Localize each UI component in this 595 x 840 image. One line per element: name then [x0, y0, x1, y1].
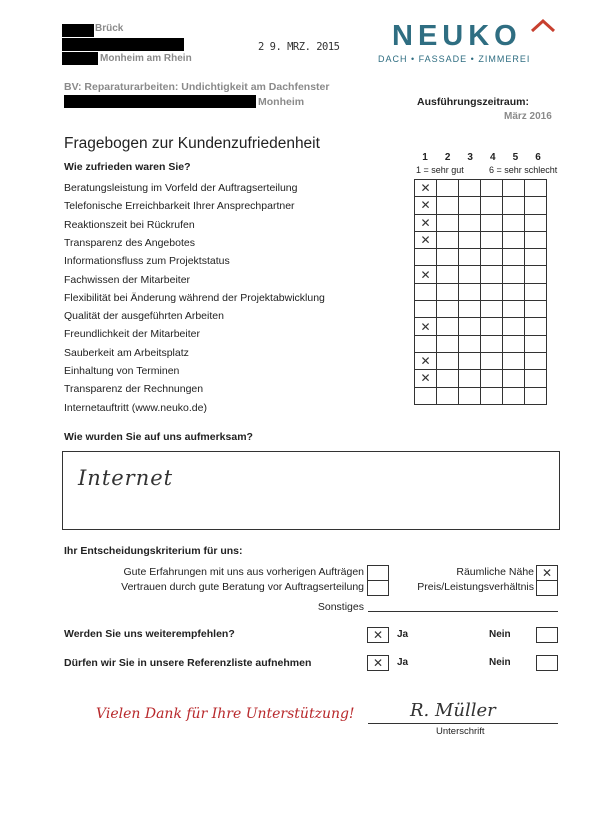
reference-no-label: Nein: [489, 657, 511, 668]
roof-icon: [530, 18, 556, 37]
rating-column-1: 1: [422, 152, 428, 163]
rating-cell[interactable]: [503, 370, 525, 387]
rating-cell[interactable]: [481, 318, 503, 335]
criteria-other-label: Sonstiges: [317, 601, 364, 613]
rating-cell[interactable]: [459, 231, 481, 248]
thanks-text: Vielen Dank für Ihre Unterstützung!: [96, 706, 355, 722]
rating-row: [415, 387, 547, 404]
criteria-proximity-checkbox[interactable]: ✕: [536, 565, 558, 581]
rating-column-6: 6: [535, 152, 541, 163]
rating-cell[interactable]: [481, 370, 503, 387]
rating-cell[interactable]: ✕: [415, 370, 437, 387]
rating-cell[interactable]: [503, 283, 525, 300]
rating-cell[interactable]: [481, 197, 503, 214]
rating-cell[interactable]: [481, 283, 503, 300]
rating-cell[interactable]: [459, 301, 481, 318]
rating-cell[interactable]: [503, 387, 525, 404]
reference-question: Dürfen wir Sie in unsere Referenzliste aufnehmen: [64, 657, 312, 669]
scale-right-label: 6 = sehr schlecht: [489, 165, 558, 175]
rating-cell[interactable]: [503, 266, 525, 283]
rating-cell[interactable]: [481, 180, 503, 197]
rating-cell[interactable]: [415, 335, 437, 352]
rating-cell[interactable]: ✕: [415, 180, 437, 197]
rating-cell[interactable]: [525, 197, 547, 214]
question-label: Informationsfluss zum Projektstatus: [64, 255, 230, 268]
question-label: Reaktionszeit bei Rückrufen: [64, 218, 195, 231]
rating-cell[interactable]: [481, 301, 503, 318]
rating-cell[interactable]: [459, 266, 481, 283]
recommend-no-checkbox[interactable]: [536, 627, 558, 643]
rating-cell[interactable]: [437, 180, 459, 197]
question-label: Sauberkeit am Arbeitsplatz: [64, 346, 189, 359]
rating-cell[interactable]: [481, 231, 503, 248]
rating-cell[interactable]: ✕: [415, 231, 437, 248]
rating-cell[interactable]: [525, 335, 547, 352]
rating-cell[interactable]: [525, 352, 547, 369]
rating-row: [415, 283, 547, 300]
rating-cell[interactable]: [481, 214, 503, 231]
rating-cell[interactable]: [503, 301, 525, 318]
rating-cell[interactable]: [459, 387, 481, 404]
rating-cell[interactable]: [437, 197, 459, 214]
rating-cell[interactable]: [503, 335, 525, 352]
rating-row: [415, 214, 547, 231]
rating-cell[interactable]: [437, 335, 459, 352]
criteria-good-experience-label: Gute Erfahrungen mit uns aus vorherigen Aufträgen: [123, 566, 364, 578]
reference-no-checkbox[interactable]: [536, 655, 558, 671]
rating-cell[interactable]: [437, 266, 459, 283]
question-label: Flexibilität bei Änderung während der Projektabwicklung: [64, 291, 325, 304]
rating-cell[interactable]: [437, 318, 459, 335]
criteria-price-checkbox[interactable]: [536, 580, 558, 596]
rating-cell[interactable]: [459, 352, 481, 369]
rating-cell[interactable]: [503, 231, 525, 248]
customer-city: Monheim am Rhein: [100, 53, 192, 64]
rating-cell[interactable]: [415, 283, 437, 300]
rating-column-3: 3: [467, 152, 473, 163]
question-label: Einhaltung von Terminen: [64, 365, 180, 377]
rating-cell[interactable]: [437, 249, 459, 266]
customer-name-suffix: Brück: [95, 23, 124, 34]
reference-yes-label: Ja: [397, 657, 409, 668]
rating-row: [415, 318, 547, 335]
rating-row: [415, 249, 547, 266]
rating-cell[interactable]: [459, 180, 481, 197]
rating-cell[interactable]: ✕: [415, 214, 437, 231]
rating-cell[interactable]: [525, 266, 547, 283]
rating-row: [415, 197, 547, 214]
rating-cell[interactable]: [525, 318, 547, 335]
rating-row: [415, 370, 547, 387]
rating-cell[interactable]: [459, 197, 481, 214]
rating-column-4: 4: [490, 152, 496, 163]
criteria-trust-label: Vertrauen durch gute Beratung vor Auftragserteilung: [121, 581, 364, 593]
rating-cell[interactable]: [503, 352, 525, 369]
rating-cell[interactable]: [415, 301, 437, 318]
scale-left-label: 1 = sehr gut: [416, 165, 464, 175]
rating-cell[interactable]: ✕: [415, 197, 437, 214]
rating-cell[interactable]: [481, 335, 503, 352]
rating-cell[interactable]: [437, 214, 459, 231]
rating-cell[interactable]: [437, 387, 459, 404]
rating-column-2: 2: [444, 152, 451, 163]
criteria-heading: Ihr Entscheidungskriterium für uns:: [64, 545, 243, 557]
rating-cell[interactable]: [481, 266, 503, 283]
rating-row: [415, 231, 547, 248]
rating-cell[interactable]: [459, 318, 481, 335]
recommend-yes-label: Ja: [397, 629, 409, 640]
rating-cell[interactable]: [437, 352, 459, 369]
rating-row: [415, 266, 547, 283]
rating-cell[interactable]: [437, 231, 459, 248]
source-answer-text: Internet: [78, 466, 174, 490]
rating-grid: [414, 179, 547, 405]
question-label: Qualität der ausgeführten Arbeiten: [64, 310, 224, 323]
recommend-no-label: Nein: [489, 629, 511, 640]
question-label: Freundlichkeit der Mitarbeiter: [64, 328, 200, 341]
redacted-zip: [62, 52, 98, 65]
recommend-yes-checkbox[interactable]: ✕: [367, 627, 389, 643]
rating-cell[interactable]: [415, 249, 437, 266]
rating-cell[interactable]: [459, 214, 481, 231]
question-label: Beratungsleistung im Vorfeld der Auftragserteilung: [64, 182, 298, 194]
reference-yes-checkbox[interactable]: ✕: [367, 655, 389, 671]
rating-cell[interactable]: [503, 318, 525, 335]
company-logo: [392, 20, 522, 53]
survey-title: Fragebogen zur Kundenzufriedenheit: [64, 135, 320, 152]
rating-cell[interactable]: ✕: [415, 318, 437, 335]
period-label: Ausführungszeitraum:: [417, 96, 530, 108]
question-label: Transparenz des Angebotes: [64, 236, 195, 249]
criteria-good-experience-checkbox[interactable]: [367, 565, 389, 581]
logo-tagline: DACH • FASSADE • ZIMMEREI: [378, 54, 531, 64]
rating-cell[interactable]: [459, 335, 481, 352]
rating-cell[interactable]: [525, 231, 547, 248]
rating-cell[interactable]: [525, 283, 547, 300]
source-question: Wie wurden Sie auf uns aufmerksam?: [64, 431, 253, 443]
signature: R. Müller: [410, 700, 496, 721]
rating-cell[interactable]: ✕: [415, 352, 437, 369]
rating-cell[interactable]: [503, 249, 525, 266]
question-label: Internetauftritt (www.neuko.de): [64, 401, 207, 414]
rating-row: [415, 335, 547, 352]
rating-cell[interactable]: [503, 197, 525, 214]
recommend-question: Werden Sie uns weiterempfehlen?: [64, 628, 235, 640]
redacted-address: [64, 95, 256, 108]
redacted-name: [62, 24, 94, 37]
rating-cell[interactable]: [525, 249, 547, 266]
rating-cell[interactable]: [525, 214, 547, 231]
rating-cell[interactable]: [525, 180, 547, 197]
criteria-proximity-label: Räumliche Nähe: [456, 566, 534, 578]
rating-row: [415, 180, 547, 197]
rating-cell[interactable]: [459, 249, 481, 266]
criteria-other-line[interactable]: [368, 611, 558, 612]
rating-cell[interactable]: [525, 301, 547, 318]
rating-cell[interactable]: [481, 352, 503, 369]
rating-cell[interactable]: [437, 283, 459, 300]
rating-cell[interactable]: [525, 387, 547, 404]
criteria-trust-checkbox[interactable]: [367, 580, 389, 596]
rating-cell[interactable]: [503, 214, 525, 231]
signature-label: Unterschrift: [436, 726, 485, 737]
rating-cell[interactable]: [459, 370, 481, 387]
rating-cell[interactable]: [437, 370, 459, 387]
question-label: Fachwissen der Mitarbeiter: [64, 273, 191, 286]
redacted-street: [62, 38, 184, 51]
rating-cell[interactable]: [415, 387, 437, 404]
signature-line[interactable]: [368, 723, 558, 724]
date-stamp: 2 9. MRZ. 2015: [258, 41, 340, 53]
period-value: März 2016: [504, 111, 552, 122]
logo-text: NEUKO: [392, 20, 522, 52]
rating-cell[interactable]: [481, 387, 503, 404]
rating-row: [415, 352, 547, 369]
project-city: Monheim: [258, 96, 305, 108]
question-label: Telefonische Erreichbarkeit Ihrer Ansprechpartner: [64, 200, 295, 213]
criteria-price-label: Preis/Leistungsverhältnis: [417, 581, 534, 593]
rating-row: [415, 301, 547, 318]
rating-cell[interactable]: [459, 283, 481, 300]
source-answer-box[interactable]: [62, 451, 560, 530]
question-heading: Wie zufrieden waren Sie?: [64, 161, 191, 173]
rating-cell[interactable]: [437, 301, 459, 318]
rating-cell[interactable]: [481, 249, 503, 266]
rating-column-5: 5: [512, 152, 519, 163]
project-line: BV: Reparaturarbeiten: Undichtigkeit am Dachfenster: [64, 81, 330, 93]
rating-cell[interactable]: ✕: [415, 266, 437, 283]
rating-cell[interactable]: [525, 370, 547, 387]
question-label: Transparenz der Rechnungen: [64, 383, 204, 396]
rating-cell[interactable]: [503, 180, 525, 197]
